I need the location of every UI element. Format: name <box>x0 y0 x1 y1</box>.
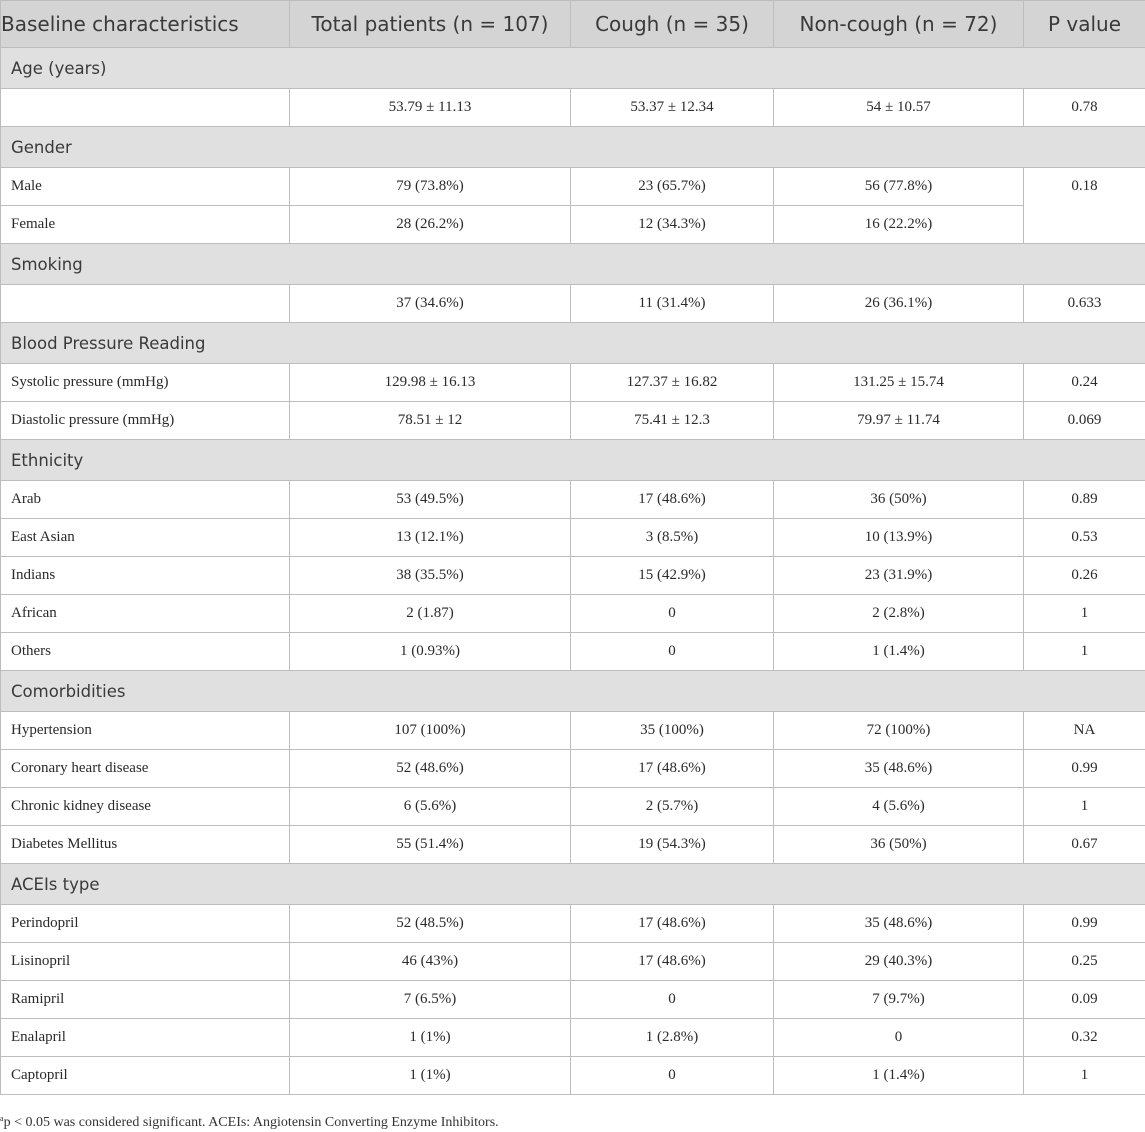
row-label: Diabetes Mellitus <box>1 826 290 864</box>
header-row <box>1 1 1145 48</box>
cell-non-cough: 2 (2.8%) <box>774 595 1024 633</box>
table-row <box>1 633 1145 671</box>
cell-cough: 0 <box>571 1057 774 1095</box>
cell-non-cough: 23 (31.9%) <box>774 557 1024 595</box>
table-row <box>1 943 1145 981</box>
cell-cough: 15 (42.9%) <box>571 557 774 595</box>
cell-cough: 0 <box>571 981 774 1019</box>
cell-non-cough: 0 <box>774 1019 1024 1057</box>
cell-total: 52 (48.6%) <box>290 750 571 788</box>
cell-total: 37 (34.6%) <box>290 285 571 323</box>
section-title: Ethnicity <box>1 440 1145 481</box>
cell-non-cough: 35 (48.6%) <box>774 750 1024 788</box>
cell-total: 1 (1%) <box>290 1057 571 1095</box>
cell-total: 38 (35.5%) <box>290 557 571 595</box>
section-title: Age (years) <box>1 48 1145 89</box>
row-label: Captopril <box>1 1057 290 1095</box>
cell-p-value: 0.18 <box>1024 168 1145 244</box>
section-row-aceis-type <box>1 864 1145 905</box>
cell-cough: 2 (5.7%) <box>571 788 774 826</box>
header-baseline-characteristics: Baseline characteristics <box>1 1 290 48</box>
table-row <box>1 89 1145 127</box>
section-title: Comorbidities <box>1 671 1145 712</box>
cell-cough: 12 (34.3%) <box>571 206 774 244</box>
cell-total: 53.79 ± 11.13 <box>290 89 571 127</box>
footnote-text: p < 0.05 was considered significant. ACEIs: Angiotensin Converting Enzyme Inhibitors. <box>3 1115 499 1130</box>
cell-total: 7 (6.5%) <box>290 981 571 1019</box>
table-row <box>1 481 1145 519</box>
section-row-ethnicity <box>1 440 1145 481</box>
table-row <box>1 519 1145 557</box>
cell-cough: 19 (54.3%) <box>571 826 774 864</box>
table-row <box>1 595 1145 633</box>
table-row <box>1 788 1145 826</box>
row-label: Enalapril <box>1 1019 290 1057</box>
cell-p-value: 0.069 <box>1024 402 1145 440</box>
cell-total: 2 (1.87) <box>290 595 571 633</box>
row-label: Diastolic pressure (mmHg) <box>1 402 290 440</box>
row-label <box>1 89 290 127</box>
cell-p-value: 0.26 <box>1024 557 1145 595</box>
table-row <box>1 1019 1145 1057</box>
row-label: Hypertension <box>1 712 290 750</box>
cell-cough: 75.41 ± 12.3 <box>571 402 774 440</box>
cell-p-value: 1 <box>1024 788 1145 826</box>
section-title: Blood Pressure Reading <box>1 323 1145 364</box>
table-row <box>1 557 1145 595</box>
table-row <box>1 905 1145 943</box>
header-p-value: P value <box>1024 1 1145 48</box>
section-row-age <box>1 48 1145 89</box>
cell-non-cough: 56 (77.8%) <box>774 168 1024 206</box>
cell-p-value: 0.09 <box>1024 981 1145 1019</box>
table-row <box>1 981 1145 1019</box>
cell-p-value: 0.32 <box>1024 1019 1145 1057</box>
section-title: Gender <box>1 127 1145 168</box>
cell-total: 28 (26.2%) <box>290 206 571 244</box>
row-label: African <box>1 595 290 633</box>
cell-cough: 35 (100%) <box>571 712 774 750</box>
row-label: Indians <box>1 557 290 595</box>
cell-total: 1 (0.93%) <box>290 633 571 671</box>
table-row <box>1 1057 1145 1095</box>
cell-p-value: NA <box>1024 712 1145 750</box>
cell-p-value: 0.53 <box>1024 519 1145 557</box>
cell-p-value: 0.633 <box>1024 285 1145 323</box>
cell-p-value: 0.25 <box>1024 943 1145 981</box>
row-label: Chronic kidney disease <box>1 788 290 826</box>
cell-non-cough: 29 (40.3%) <box>774 943 1024 981</box>
row-label: East Asian <box>1 519 290 557</box>
table-footnote <box>0 1114 499 1131</box>
cell-total: 46 (43%) <box>290 943 571 981</box>
cell-total: 107 (100%) <box>290 712 571 750</box>
cell-total: 6 (5.6%) <box>290 788 571 826</box>
cell-cough: 3 (8.5%) <box>571 519 774 557</box>
section-title: Smoking <box>1 244 1145 285</box>
row-label: Systolic pressure (mmHg) <box>1 364 290 402</box>
cell-non-cough: 16 (22.2%) <box>774 206 1024 244</box>
cell-non-cough: 10 (13.9%) <box>774 519 1024 557</box>
table-row <box>1 402 1145 440</box>
table-row <box>1 826 1145 864</box>
cell-total: 79 (73.8%) <box>290 168 571 206</box>
cell-cough: 17 (48.6%) <box>571 943 774 981</box>
cell-p-value: 1 <box>1024 1057 1145 1095</box>
footnote-marker: a <box>0 1114 4 1123</box>
cell-non-cough: 36 (50%) <box>774 826 1024 864</box>
cell-cough: 0 <box>571 633 774 671</box>
cell-cough: 11 (31.4%) <box>571 285 774 323</box>
cell-total: 55 (51.4%) <box>290 826 571 864</box>
cell-cough: 17 (48.6%) <box>571 905 774 943</box>
cell-p-value: 0.67 <box>1024 826 1145 864</box>
cell-p-value: 1 <box>1024 595 1145 633</box>
cell-total: 13 (12.1%) <box>290 519 571 557</box>
cell-non-cough: 7 (9.7%) <box>774 981 1024 1019</box>
cell-total: 52 (48.5%) <box>290 905 571 943</box>
header-cough: Cough (n = 35) <box>571 1 774 48</box>
cell-non-cough: 1 (1.4%) <box>774 633 1024 671</box>
section-row-gender <box>1 127 1145 168</box>
cell-cough: 17 (48.6%) <box>571 750 774 788</box>
row-label: Lisinopril <box>1 943 290 981</box>
cell-total: 78.51 ± 12 <box>290 402 571 440</box>
row-label: Others <box>1 633 290 671</box>
cell-p-value: 0.89 <box>1024 481 1145 519</box>
cell-non-cough: 79.97 ± 11.74 <box>774 402 1024 440</box>
section-row-comorbidities <box>1 671 1145 712</box>
row-label: Coronary heart disease <box>1 750 290 788</box>
cell-cough: 23 (65.7%) <box>571 168 774 206</box>
table-row <box>1 285 1145 323</box>
cell-non-cough: 35 (48.6%) <box>774 905 1024 943</box>
cell-p-value: 0.99 <box>1024 905 1145 943</box>
row-label: Male <box>1 168 290 206</box>
header-total-patients: Total patients (n = 107) <box>290 1 571 48</box>
cell-total: 53 (49.5%) <box>290 481 571 519</box>
cell-non-cough: 26 (36.1%) <box>774 285 1024 323</box>
cell-cough: 53.37 ± 12.34 <box>571 89 774 127</box>
cell-p-value: 0.24 <box>1024 364 1145 402</box>
cell-non-cough: 72 (100%) <box>774 712 1024 750</box>
row-label: Ramipril <box>1 981 290 1019</box>
cell-p-value: 0.78 <box>1024 89 1145 127</box>
row-label: Female <box>1 206 290 244</box>
table-row <box>1 750 1145 788</box>
cell-p-value: 1 <box>1024 633 1145 671</box>
cell-cough: 127.37 ± 16.82 <box>571 364 774 402</box>
section-row-blood-pressure <box>1 323 1145 364</box>
cell-cough: 17 (48.6%) <box>571 481 774 519</box>
table-row <box>1 206 1145 244</box>
cell-non-cough: 1 (1.4%) <box>774 1057 1024 1095</box>
cell-total: 1 (1%) <box>290 1019 571 1057</box>
cell-non-cough: 36 (50%) <box>774 481 1024 519</box>
table-row <box>1 712 1145 750</box>
cell-cough: 0 <box>571 595 774 633</box>
header-non-cough: Non-cough (n = 72) <box>774 1 1024 48</box>
row-label: Arab <box>1 481 290 519</box>
row-label <box>1 285 290 323</box>
cell-total: 129.98 ± 16.13 <box>290 364 571 402</box>
table-row <box>1 168 1145 206</box>
row-label: Perindopril <box>1 905 290 943</box>
section-title: ACEIs type <box>1 864 1145 905</box>
cell-non-cough: 4 (5.6%) <box>774 788 1024 826</box>
table-row <box>1 364 1145 402</box>
cell-cough: 1 (2.8%) <box>571 1019 774 1057</box>
cell-non-cough: 54 ± 10.57 <box>774 89 1024 127</box>
cell-non-cough: 131.25 ± 15.74 <box>774 364 1024 402</box>
cell-p-value: 0.99 <box>1024 750 1145 788</box>
section-row-smoking <box>1 244 1145 285</box>
